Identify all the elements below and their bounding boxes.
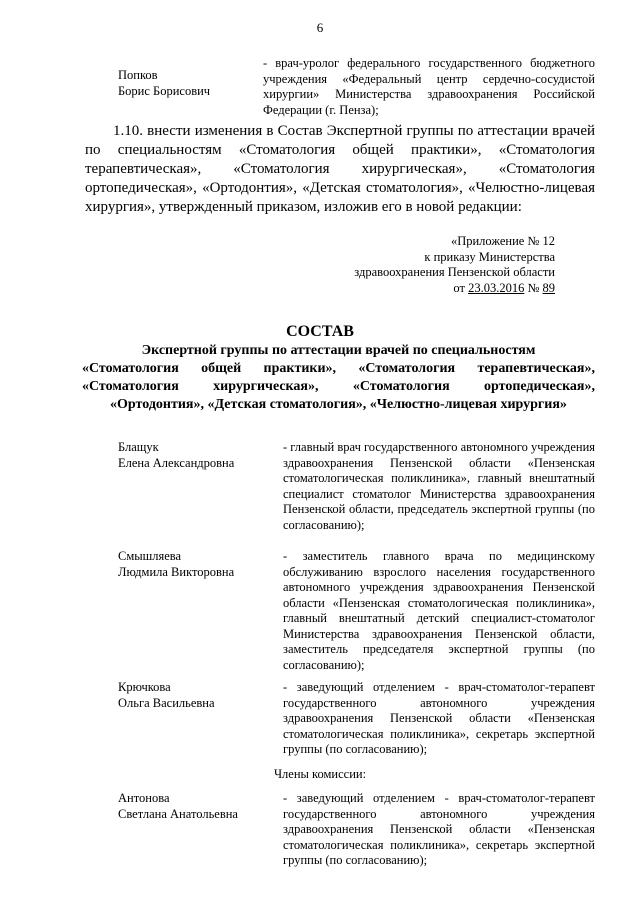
appendix-line-1: «Приложение № 12 bbox=[450, 234, 555, 248]
amendment-paragraph: 1.10. внести изменения в Состав Экспертной группы по аттестации врачей по специальностям «Стоматология общей практики», «Стоматология терапевтическая», «Стоматология хирургическая», «Стоматология ортопедическая», «Ортодонтия», «Детская стоматология», «Челюстно-лицевая хирургия», утвержденный приказом, изложив его в новой редакции: bbox=[85, 123, 595, 215]
member-given-names: Борис Борисович bbox=[118, 83, 211, 98]
appendix-reference bbox=[340, 234, 555, 296]
member-name bbox=[118, 440, 234, 471]
members-heading: Члены комиссии: bbox=[273, 767, 367, 781]
member-name bbox=[118, 791, 238, 822]
member-given-names: Людмила Викторовна bbox=[118, 564, 235, 579]
member-name bbox=[118, 68, 210, 99]
member-name bbox=[118, 549, 234, 580]
member-surname: Антонова bbox=[118, 791, 170, 805]
appendix-date-prefix: от bbox=[453, 280, 469, 295]
appendix-number-prefix: № bbox=[524, 280, 543, 295]
member-given-names: Ольга Васильевна bbox=[118, 695, 215, 710]
appendix-line-2: к приказу Министерства bbox=[424, 249, 555, 264]
subtitle-line-1: Экспертной группы по аттестации врачей по специальностям bbox=[141, 343, 536, 358]
page-number: 6 bbox=[316, 20, 324, 35]
order-date: 23.03.2016 bbox=[468, 280, 525, 295]
appendix-line-4 bbox=[340, 281, 555, 297]
member-description: - главный врач государственного автономного учреждения здравоохранения Пензенской области «Пензенская стоматологическая поликлиника», главный внештатный специалист стоматолог Министерства здравоохранения Пензенской области, председатель экспертной группы (по согласованию); bbox=[283, 440, 596, 532]
subtitle-line-2: «Стоматология общей практики», «Стоматология терапевтическая», bbox=[82, 361, 595, 376]
member-description: - заместитель главного врача по медицинскому обслуживанию взрослого населения государственного автономного учреждения здравоохранения Пензенской области «Пензенская стоматологическая поликлиника», главный внештатный детский специалист-стоматолог Министерства здравоохранения Пензенской области, заместитель председателя экспертной группы (по согласованию); bbox=[283, 549, 595, 672]
member-surname: Блащук bbox=[118, 440, 159, 454]
member-description: - заведующий отделением - врач-стоматолог-терапевт государственного автономного учреждения здравоохранения Пензенской области «Пензенская стоматологическая поликлиника», секретарь экспертной группы (по согласованию); bbox=[283, 680, 595, 756]
member-description: - заведующий отделением - врач-стоматолог-терапевт государственного автономного учреждения здравоохранения Пензенской области «Пензенская стоматологическая поликлиника», секретарь экспертной группы (по согласованию); bbox=[283, 791, 595, 867]
member-surname: Смышляева bbox=[118, 549, 182, 563]
order-number: 89 bbox=[542, 280, 555, 295]
document-subtitle bbox=[82, 342, 595, 414]
document-title: СОСТАВ bbox=[286, 323, 354, 340]
member-name bbox=[118, 680, 215, 711]
member-surname: Попков bbox=[118, 68, 158, 82]
subtitle-line-3: «Стоматология хирургическая», «Стоматология ортопедическая», bbox=[82, 379, 595, 394]
appendix-line-3: здравоохранения Пензенской области bbox=[354, 265, 555, 279]
subtitle-line-4: «Ортодонтия», «Детская стоматология», «Челюстно-лицевая хирургия» bbox=[110, 397, 567, 412]
member-given-names: Светлана Анатольевна bbox=[118, 806, 238, 821]
member-surname: Крючкова bbox=[118, 680, 171, 694]
member-description: - врач-уролог федерального государственного бюджетного учреждения «Федеральный центр сердечно-сосудистой хирургии» Министерства здравоохранения Российской Федерации (г. Пенза); bbox=[263, 56, 595, 117]
member-given-names: Елена Александровна bbox=[118, 455, 235, 470]
